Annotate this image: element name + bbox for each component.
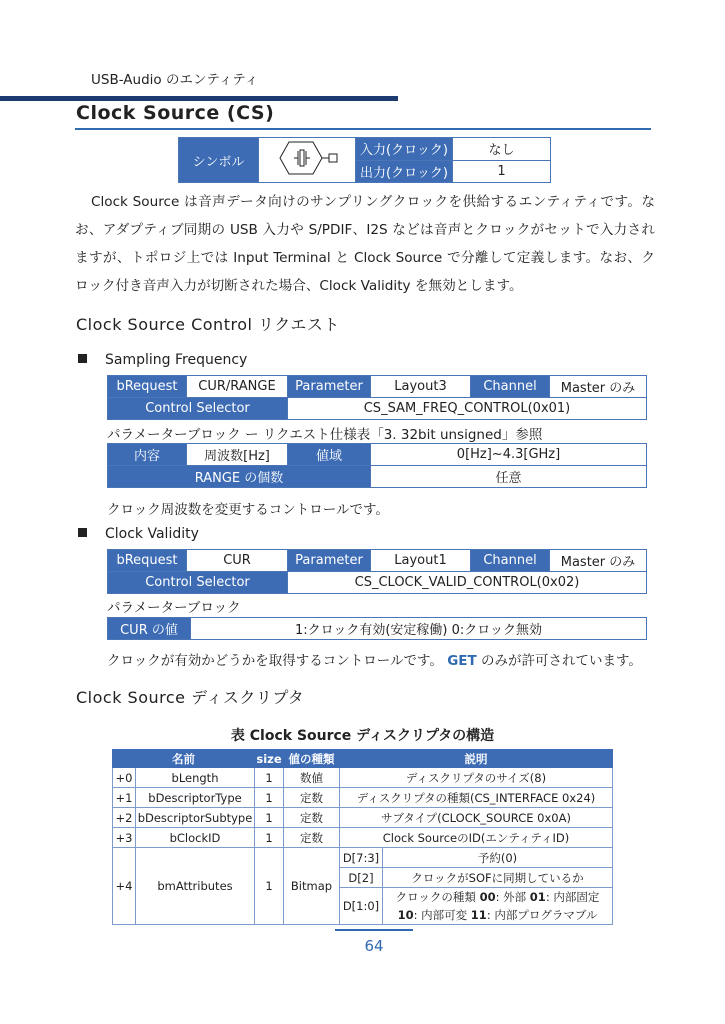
param-note: パラメーターブロック <box>107 600 241 616</box>
sampling-note: クロック周波数を変更するコントロールです。 <box>107 502 389 518</box>
running-title: USB-Audio のエンティティ <box>91 72 259 88</box>
parameter-label: Parameter <box>288 376 371 398</box>
control-heading: Clock Source Control リクエスト <box>76 315 340 334</box>
range-label: 値域 <box>288 444 371 466</box>
table-header <box>113 750 613 768</box>
field-type: 数値 <box>284 768 340 788</box>
content-label: 内容 <box>108 444 187 466</box>
field-name: bClockID <box>136 828 255 848</box>
selector-value: CS_SAM_FREQ_CONTROL(0x01) <box>288 398 647 420</box>
validity-request-table <box>107 549 647 594</box>
page-number-rule <box>335 929 413 931</box>
field-desc: サブタイプ(CLOCK_SOURCE 0x0A) <box>340 808 613 828</box>
code: 10 <box>397 908 414 922</box>
output-value: 1 <box>453 160 551 183</box>
bullet-square-icon <box>78 354 87 363</box>
count-value: 任意 <box>371 466 647 488</box>
count-label: RANGE の個数 <box>108 466 371 488</box>
get-keyword: GET <box>447 653 477 669</box>
brequest-value: CUR/RANGE <box>187 376 288 398</box>
cur-value-table <box>107 617 647 640</box>
offset: +0 <box>113 768 136 788</box>
param-note: パラメーターブロック ー リクエスト仕様表「3. 32bit unsigned」参照 <box>107 427 543 443</box>
header-name: 名前 <box>113 750 255 768</box>
bullet-text: Clock Validity <box>105 526 199 542</box>
channel-value: Master のみ <box>550 550 647 572</box>
bit-range: D[1:0] <box>340 888 383 925</box>
field-type: 定数 <box>284 828 340 848</box>
validity-note <box>107 649 642 669</box>
header-bar <box>0 96 398 101</box>
bullet-text: Sampling Frequency <box>105 352 248 368</box>
intro-paragraph <box>75 188 655 300</box>
output-label: 出力(クロック) <box>356 160 453 183</box>
selector-label: Control Selector <box>108 572 288 594</box>
selector-label: Control Selector <box>108 398 288 420</box>
table-row <box>113 848 613 868</box>
field-size: 1 <box>255 828 284 848</box>
field-type: 定数 <box>284 808 340 828</box>
code: 01 <box>529 890 546 904</box>
sampling-request-table <box>107 375 647 420</box>
field-size: 1 <box>255 788 284 808</box>
intro-text: Clock Source は音声データ向けのサンプリングクロックを供給するエンティティです。なお、アダプティブ同期の USB 入力や S/PDIF、I2S などは音声とクロックがセットで入力されますが、トポロジ上では Input Terminal と Clock Source で分離して定義します。なお、クロック付き音声入力が切断された場合、Clock Validity を無効とします。 <box>75 194 655 294</box>
header-size: size <box>256 751 282 766</box>
sampling-param-table <box>107 443 647 488</box>
bit-desc: 予約(0) <box>383 848 613 868</box>
code-desc: : 外部 <box>495 890 527 904</box>
note-text: クロックが有効かどうかを取得するコントロールです。 <box>107 653 443 669</box>
bit-range: D[7:3] <box>340 848 383 868</box>
bullet-sampling <box>78 352 247 368</box>
page-number: 64 <box>364 937 384 955</box>
brequest-label: bRequest <box>108 376 187 398</box>
descriptor-heading: Clock Source ディスクリプタ <box>76 688 305 707</box>
brequest-label: bRequest <box>108 550 187 572</box>
table-row <box>113 788 613 808</box>
bit-desc: クロックがSOFに同期しているか <box>383 868 613 888</box>
input-value: なし <box>453 138 551 161</box>
descriptor-table <box>112 749 613 925</box>
code-desc: : 内部プログラマブル <box>486 908 598 922</box>
header-desc: 説明 <box>340 750 613 768</box>
code-desc: : 内部固定 <box>545 890 600 904</box>
offset: +4 <box>113 848 136 925</box>
section-title: Clock Source (CS) <box>76 102 275 124</box>
field-name: bDescriptorSubtype <box>136 808 255 828</box>
field-name: bmAttributes <box>136 848 255 925</box>
content-value: 周波数[Hz] <box>187 444 288 466</box>
descriptor-caption: 表 Clock Source ディスクリプタの構造 <box>230 728 495 744</box>
field-desc: ディスクリプタのサイズ(8) <box>340 768 613 788</box>
channel-label: Channel <box>471 376 550 398</box>
offset: +3 <box>113 828 136 848</box>
parameter-value: Layout3 <box>371 376 471 398</box>
table-row <box>113 828 613 848</box>
bullet-validity <box>78 526 199 542</box>
field-name: bDescriptorType <box>136 788 255 808</box>
code: 00 <box>479 890 496 904</box>
clock-source-hexagon-icon <box>259 138 356 183</box>
table-row <box>113 808 613 828</box>
field-size: 1 <box>255 808 284 828</box>
note-text: のみが許可されています。 <box>481 653 642 669</box>
selector-value: CS_CLOCK_VALID_CONTROL(0x02) <box>288 572 647 594</box>
channel-value: Master のみ <box>550 376 647 398</box>
cur-value: 1:クロック有効(安定稼働) 0:クロック無効 <box>191 618 647 640</box>
table-row <box>113 768 613 788</box>
field-type: 定数 <box>284 788 340 808</box>
symbol-label: シンボル <box>179 138 259 183</box>
field-size: 1 <box>255 848 284 925</box>
brequest-value: CUR <box>187 550 288 572</box>
header-type: 値の種類 <box>284 750 340 768</box>
parameter-label: Parameter <box>288 550 371 572</box>
input-label: 入力(クロック) <box>356 138 453 161</box>
range-value: 0[Hz]~4.3[GHz] <box>371 444 647 466</box>
field-type: Bitmap <box>284 848 340 925</box>
code-desc: : 内部可変 <box>413 908 468 922</box>
bit-desc <box>383 888 613 925</box>
bullet-square-icon <box>78 528 87 537</box>
parameter-value: Layout1 <box>371 550 471 572</box>
symbol-table <box>178 137 551 183</box>
field-name: bLength <box>136 768 255 788</box>
cur-label: CUR の値 <box>108 618 191 640</box>
offset: +2 <box>113 808 136 828</box>
desc-prefix: クロックの種類 <box>395 890 476 904</box>
code: 11 <box>470 908 487 922</box>
field-desc: ディスクリプタの種類(CS_INTERFACE 0x24) <box>340 788 613 808</box>
bit-range: D[2] <box>340 868 383 888</box>
title-underline <box>75 128 651 130</box>
field-size: 1 <box>255 768 284 788</box>
channel-label: Channel <box>471 550 550 572</box>
field-desc: Clock SourceのID(エンティティID) <box>340 828 613 848</box>
offset: +1 <box>113 788 136 808</box>
